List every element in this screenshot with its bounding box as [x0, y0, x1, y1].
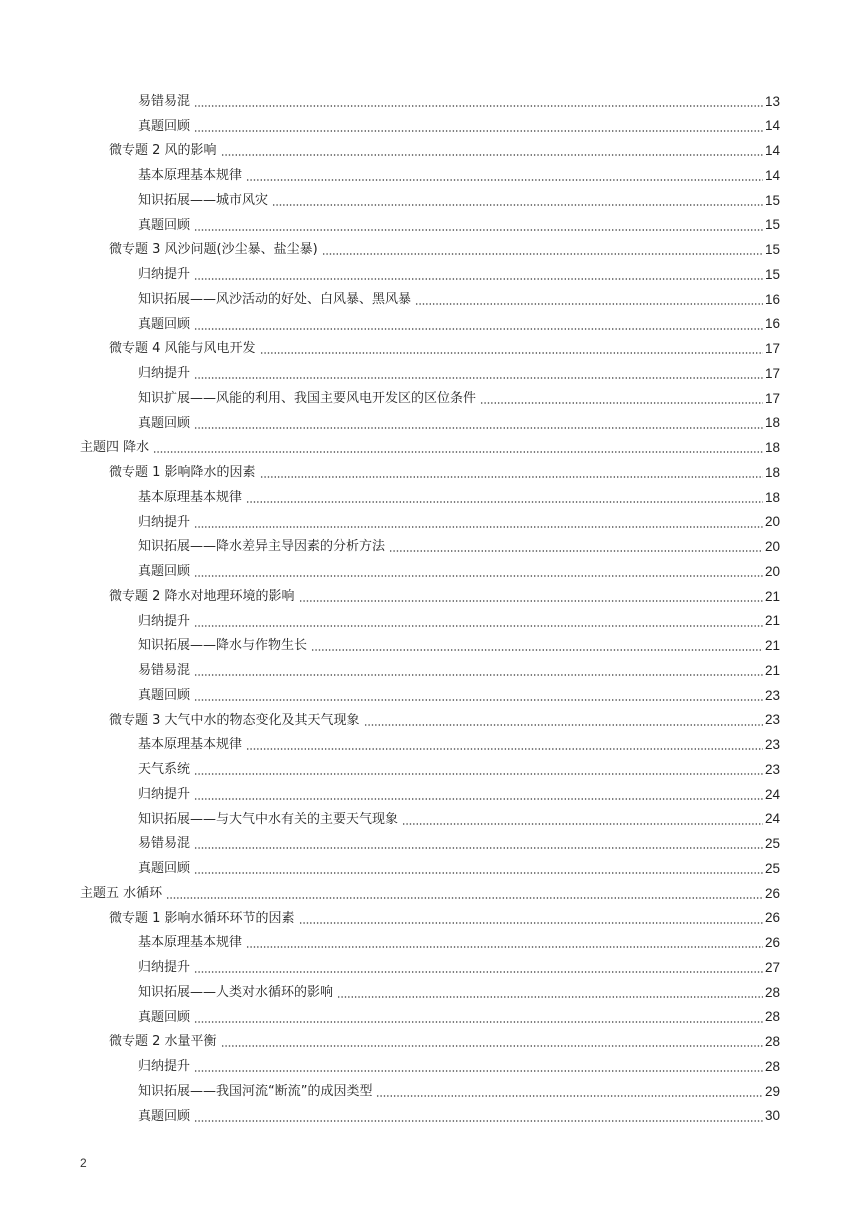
toc-entry-title: 微专题 1 影响水循环环节的因素	[109, 910, 295, 926]
toc-entry-page-number: 18	[764, 464, 780, 480]
dot-leader	[194, 95, 763, 108]
toc-entry-page-number: 15	[764, 242, 780, 258]
toc-entry-page-number: 16	[764, 291, 780, 307]
toc-entry-page-number: 16	[764, 316, 780, 332]
toc-entry-title: 易错易混	[138, 93, 191, 109]
dot-leader	[322, 243, 763, 256]
toc-entry-title: 知识拓展——城市风灾	[138, 192, 269, 208]
toc-entry-page-number: 18	[764, 415, 780, 431]
dot-leader	[376, 1085, 762, 1098]
toc-entry-section[interactable]	[0, 163, 860, 188]
toc-entry-page-number: 28	[764, 984, 780, 1000]
toc-entry-title: 微专题 3 风沙问题(沙尘暴、盐尘暴)	[109, 242, 318, 258]
toc-entry-subtopic[interactable]	[0, 238, 860, 263]
toc-entry-subtopic[interactable]	[0, 337, 860, 362]
toc-entry-subtopic[interactable]	[0, 708, 860, 733]
toc-entry-section[interactable]	[0, 287, 860, 312]
dot-leader	[337, 986, 763, 999]
toc-entry-page-number: 20	[764, 539, 780, 555]
dot-leader	[389, 540, 763, 553]
toc-entry-page-number: 28	[764, 1058, 780, 1074]
toc-entry-title: 真题回顾	[138, 316, 191, 332]
toc-entry-subtopic[interactable]	[0, 139, 860, 164]
toc-entry-page-number: 28	[764, 1034, 780, 1050]
toc-entry-page-number: 27	[764, 959, 780, 975]
toc-entry-section[interactable]	[0, 733, 860, 758]
toc-entry-page-number: 25	[764, 836, 780, 852]
toc-entry-title: 知识拓展——风沙活动的好处、白风暴、黑风暴	[138, 291, 412, 307]
dot-leader	[194, 615, 763, 628]
toc-entry-title: 归纳提升	[138, 613, 191, 629]
dot-leader	[246, 936, 763, 949]
toc-entry-page-number: 28	[764, 1009, 780, 1025]
toc-entry-subtopic[interactable]	[0, 584, 860, 609]
toc-entry-page-number: 24	[764, 811, 780, 827]
toc-entry-page-number: 17	[764, 390, 780, 406]
toc-entry-title: 真题回顾	[138, 415, 191, 431]
toc-entry-title: 归纳提升	[138, 514, 191, 530]
toc-entry-title: 知识扩展——风能的利用、我国主要风电开发区的区位条件	[138, 390, 477, 406]
toc-entry-section[interactable]	[0, 559, 860, 584]
toc-entry-title: 微专题 2 降水对地理环境的影响	[109, 588, 295, 604]
toc-entry-page-number: 18	[764, 489, 780, 505]
toc-entry-title: 归纳提升	[138, 1059, 191, 1075]
toc-entry-section[interactable]	[0, 955, 860, 980]
toc-entry-title: 主题五 水循环	[80, 885, 163, 901]
dot-leader	[246, 491, 763, 504]
toc-entry-page-number: 24	[764, 786, 780, 802]
toc-entry-section[interactable]	[0, 832, 860, 857]
dot-leader	[194, 689, 763, 702]
toc-entry-page-number: 20	[764, 563, 780, 579]
toc-entry-page-number: 13	[764, 93, 780, 109]
dot-leader	[194, 318, 763, 331]
toc-entry-page-number: 29	[764, 1083, 780, 1099]
toc-entry-title: 微专题 2 水量平衡	[109, 1034, 217, 1050]
toc-entry-page-number: 15	[764, 217, 780, 233]
dot-leader	[194, 763, 763, 776]
toc-entry-title: 微专题 3 大气中水的物态变化及其天气现象	[109, 712, 360, 728]
toc-entry-section[interactable]	[0, 262, 860, 287]
toc-entry-section[interactable]	[0, 807, 860, 832]
toc-entry-subtopic[interactable]	[0, 906, 860, 931]
toc-entry-title: 归纳提升	[138, 366, 191, 382]
toc-entry-section[interactable]	[0, 386, 860, 411]
dot-leader	[194, 664, 763, 677]
dot-leader	[311, 639, 763, 652]
toc-entry-title: 归纳提升	[138, 267, 191, 283]
toc-entry-section[interactable]	[0, 658, 860, 683]
toc-entry-section[interactable]	[0, 931, 860, 956]
toc-entry-page-number: 20	[764, 514, 780, 530]
toc-entry-subtopic[interactable]	[0, 460, 860, 485]
toc-entry-page-number: 25	[764, 860, 780, 876]
toc-entry-title: 基本原理基本规律	[138, 737, 243, 753]
toc-entry-section[interactable]	[0, 411, 860, 436]
dot-leader	[166, 887, 763, 900]
dot-leader	[194, 417, 763, 430]
dot-leader	[272, 194, 763, 207]
dot-leader	[246, 169, 763, 182]
toc-entry-title: 知识拓展——人类对水循环的影响	[138, 984, 334, 1000]
toc-entry-title: 微专题 4 风能与风电开发	[109, 341, 256, 357]
toc-entry-section[interactable]	[0, 609, 860, 634]
toc-entry-title: 真题回顾	[138, 861, 191, 877]
toc-entry-section[interactable]	[0, 782, 860, 807]
dot-leader	[194, 516, 763, 529]
dot-leader	[194, 565, 763, 578]
dot-leader	[194, 1011, 763, 1024]
page-number: 2	[80, 1156, 87, 1170]
toc-entry-page-number: 21	[764, 638, 780, 654]
toc-entry-section[interactable]	[0, 980, 860, 1005]
dot-leader	[194, 862, 763, 875]
dot-leader	[299, 590, 763, 603]
toc-entry-title: 知识拓展——降水与作物生长	[138, 638, 308, 654]
toc-entry-section[interactable]	[0, 634, 860, 659]
toc-entry-title: 知识拓展——降水差异主导因素的分析方法	[138, 539, 386, 555]
toc-entry-title: 真题回顾	[138, 1009, 191, 1025]
toc-entry-title: 天气系统	[138, 762, 191, 778]
dot-leader	[480, 392, 763, 405]
toc-entry-section[interactable]	[0, 1104, 860, 1129]
toc-entry-page-number: 18	[764, 440, 780, 456]
toc-entry-section[interactable]	[0, 757, 860, 782]
toc-entry-section[interactable]	[0, 114, 860, 139]
toc-entry-title: 归纳提升	[138, 786, 191, 802]
dot-leader	[194, 961, 763, 974]
toc-entry-title: 基本原理基本规律	[138, 168, 243, 184]
toc-entry-page-number: 23	[764, 712, 780, 728]
toc-entry-title: 微专题 2 风的影响	[109, 143, 217, 159]
toc-entry-title: 基本原理基本规律	[138, 935, 243, 951]
toc-entry-section[interactable]	[0, 312, 860, 337]
dot-leader	[194, 788, 763, 801]
dot-leader	[221, 1035, 763, 1048]
toc-entry-page-number: 26	[764, 885, 780, 901]
toc-entry-page-number: 23	[764, 761, 780, 777]
dot-leader	[246, 738, 763, 751]
dot-leader	[194, 367, 763, 380]
toc-entry-title: 知识拓展——我国河流“断流”的成因类型	[138, 1083, 373, 1099]
dot-leader	[402, 813, 763, 826]
dot-leader	[194, 120, 763, 133]
toc-entry-title: 基本原理基本规律	[138, 489, 243, 505]
dot-leader	[221, 144, 763, 157]
toc-entry-title: 主题四 降水	[80, 440, 150, 456]
toc-entry-section[interactable]	[0, 510, 860, 535]
toc-entry-title: 易错易混	[138, 663, 191, 679]
toc-entry-title: 真题回顾	[138, 687, 191, 703]
toc-entry-page-number: 21	[764, 588, 780, 604]
toc-entry-page-number: 21	[764, 613, 780, 629]
toc-entry-page-number: 30	[764, 1108, 780, 1124]
toc-entry-title: 知识拓展——与大气中水有关的主要天气现象	[138, 811, 399, 827]
toc-entry-section[interactable]	[0, 361, 860, 386]
dot-leader	[194, 219, 763, 232]
toc-entry-topic[interactable]	[0, 436, 860, 461]
toc-entry-section[interactable]	[0, 1079, 860, 1104]
dot-leader	[153, 441, 763, 454]
dot-leader	[364, 714, 763, 727]
toc-entry-subtopic[interactable]	[0, 1030, 860, 1055]
toc-entry-topic[interactable]	[0, 881, 860, 906]
toc-entry-title: 微专题 1 影响降水的因素	[109, 465, 256, 481]
toc-entry-section[interactable]	[0, 485, 860, 510]
toc-entry-title: 真题回顾	[138, 217, 191, 233]
table-of-contents	[0, 89, 860, 1129]
dot-leader	[299, 912, 763, 925]
toc-entry-page-number: 23	[764, 737, 780, 753]
toc-entry-title: 真题回顾	[138, 118, 191, 134]
toc-entry-title: 归纳提升	[138, 960, 191, 976]
dot-leader	[194, 268, 763, 281]
toc-entry-page-number: 26	[764, 935, 780, 951]
toc-entry-page-number: 17	[764, 341, 780, 357]
toc-entry-section[interactable]	[0, 535, 860, 560]
dot-leader	[260, 466, 763, 479]
toc-entry-title: 真题回顾	[138, 1108, 191, 1124]
dot-leader	[194, 1060, 763, 1073]
toc-entry-section[interactable]	[0, 213, 860, 238]
dot-leader	[260, 342, 763, 355]
toc-entry-page-number: 21	[764, 662, 780, 678]
toc-entry-section[interactable]	[0, 683, 860, 708]
dot-leader	[415, 293, 763, 306]
toc-entry-page-number: 15	[764, 192, 780, 208]
toc-entry-page-number: 14	[764, 167, 780, 183]
toc-entry-page-number: 17	[764, 365, 780, 381]
toc-entry-title: 真题回顾	[138, 564, 191, 580]
toc-entry-section[interactable]	[0, 188, 860, 213]
toc-entry-section[interactable]	[0, 89, 860, 114]
toc-entry-section[interactable]	[0, 1054, 860, 1079]
toc-entry-section[interactable]	[0, 856, 860, 881]
toc-entry-title: 易错易混	[138, 836, 191, 852]
toc-entry-page-number: 26	[764, 910, 780, 926]
dot-leader	[194, 837, 763, 850]
dot-leader	[194, 1110, 763, 1123]
toc-entry-page-number: 14	[764, 143, 780, 159]
toc-entry-page-number: 15	[764, 266, 780, 282]
toc-entry-section[interactable]	[0, 1005, 860, 1030]
toc-entry-page-number: 23	[764, 687, 780, 703]
toc-entry-page-number: 14	[764, 118, 780, 134]
